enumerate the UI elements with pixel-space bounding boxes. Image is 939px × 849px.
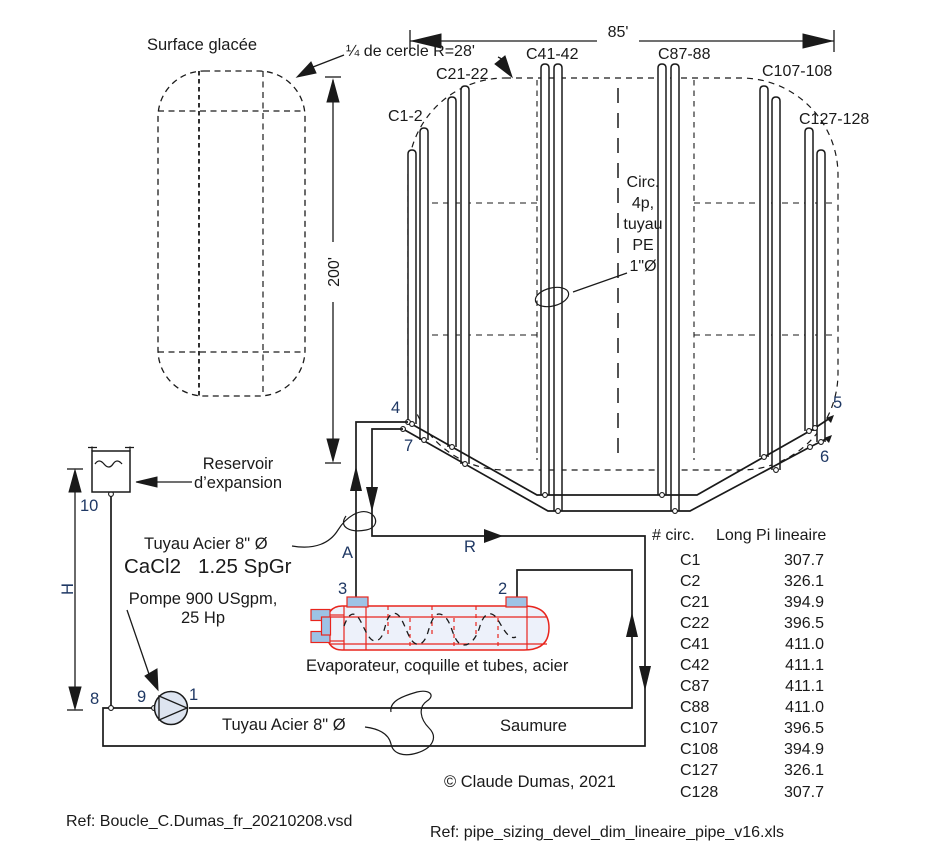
table-row bbox=[650, 698, 826, 719]
circ-note-line4: PE bbox=[632, 237, 654, 254]
table-row bbox=[650, 740, 826, 761]
table-row bbox=[650, 613, 826, 634]
node-label-4: 4 bbox=[391, 399, 401, 417]
copyright-text: © Claude Dumas, 2021 bbox=[444, 773, 616, 791]
circ-note-line1: Circ. bbox=[626, 174, 660, 191]
node-label-9: 9 bbox=[137, 688, 147, 706]
table-header-circuit: # circ. bbox=[652, 527, 695, 544]
node-label-r: R bbox=[464, 538, 476, 556]
node-label-10: 10 bbox=[80, 497, 99, 515]
table-row bbox=[650, 782, 826, 803]
circuit-length-table bbox=[650, 550, 826, 803]
circuit-table-rows bbox=[650, 550, 826, 803]
circuit-length: 396.5 bbox=[783, 614, 824, 632]
node-label-7: 7 bbox=[404, 437, 414, 455]
ref-vsd-text: Ref: Boucle_C.Dumas_fr_20210208.vsd bbox=[66, 813, 353, 830]
circuit-label-c107-108: C107-108 bbox=[762, 63, 833, 80]
evaporator bbox=[311, 597, 549, 650]
circuit-id: C21 bbox=[680, 593, 710, 611]
circuit-id: C128 bbox=[680, 783, 719, 801]
ref-xls-text: Ref: pipe_sizing_devel_dim_lineaire_pipe_v16.xls bbox=[430, 824, 784, 841]
pump-label-line1: Pompe 900 USgpm, bbox=[128, 590, 278, 608]
node-label-3: 3 bbox=[338, 580, 348, 598]
circuit-length: 307.7 bbox=[783, 783, 824, 801]
table-row bbox=[650, 550, 826, 571]
dim-h-label: H bbox=[59, 583, 77, 595]
table-row bbox=[650, 677, 826, 698]
circ-note-line5: 1"Ø bbox=[629, 258, 657, 275]
evaporator-label: Evaporateur, coquille et tubes, acier bbox=[306, 657, 569, 675]
circuit-length: 326.1 bbox=[783, 762, 824, 780]
reservoir-label-line1: Reservoir bbox=[202, 455, 274, 473]
circuit-id: C22 bbox=[680, 614, 710, 632]
ice-surface-label: Surface glacée bbox=[147, 36, 258, 54]
circuit-id: C2 bbox=[680, 572, 701, 590]
table-row bbox=[650, 655, 826, 676]
circuit-label-c127-128: C127-128 bbox=[799, 111, 870, 128]
circuit-length: 411.1 bbox=[785, 657, 824, 675]
circuit-length: 394.9 bbox=[783, 741, 824, 759]
quarter-circle-label: ¼ de cercle R=28' bbox=[346, 43, 475, 60]
circuit-label-c41-42: C41-42 bbox=[526, 46, 579, 63]
circuit-label-c87-88: C87-88 bbox=[658, 46, 711, 63]
circ-note-line3: tuyau bbox=[623, 216, 663, 233]
node-label-5: 5 bbox=[833, 394, 843, 412]
circuit-length: 411.0 bbox=[785, 699, 824, 717]
table-row bbox=[650, 761, 826, 782]
table-header-length: Long Pi lineaire bbox=[716, 527, 827, 544]
table-row bbox=[650, 571, 826, 592]
circuit-id: C107 bbox=[680, 720, 719, 738]
fluid-label: CaCl2 1.25 SpGr bbox=[124, 555, 292, 578]
circuit-length: 396.5 bbox=[783, 720, 824, 738]
node-label-2: 2 bbox=[498, 580, 508, 598]
circuit-length: 411.0 bbox=[785, 635, 824, 653]
circuit-label-c1-2: C1-2 bbox=[388, 108, 423, 125]
node-label-6: 6 bbox=[820, 448, 830, 466]
node-label-8: 8 bbox=[90, 690, 100, 708]
pump-icon bbox=[155, 692, 188, 725]
reservoir-leader bbox=[136, 477, 192, 487]
circuit-id: C41 bbox=[680, 635, 710, 653]
circuit-length: 307.7 bbox=[783, 551, 824, 569]
table-row bbox=[650, 634, 826, 655]
circuit-length: 326.1 bbox=[783, 572, 824, 590]
circuit-length: 411.1 bbox=[785, 678, 824, 696]
circuit-id: C87 bbox=[680, 678, 710, 696]
dim-200ft-label: 200' bbox=[326, 242, 344, 302]
ice-surface-outline bbox=[158, 71, 305, 396]
circuit-id: C88 bbox=[680, 699, 710, 717]
pump-label-line2: 25 Hp bbox=[180, 609, 226, 627]
steel-pipe-label-lower: Tuyau Acier 8" Ø bbox=[222, 716, 346, 734]
table-row bbox=[650, 592, 826, 613]
reservoir-label-line2: d’expansion bbox=[193, 474, 283, 492]
circuit-id: C108 bbox=[680, 741, 719, 759]
table-row bbox=[650, 719, 826, 740]
circ-note-line2: 4p, bbox=[631, 195, 655, 212]
expansion-tank bbox=[88, 447, 134, 493]
node-label-a: A bbox=[342, 544, 354, 562]
circuit-label-c21-22: C21-22 bbox=[436, 66, 489, 83]
steel-pipe-label-upper: Tuyau Acier 8" Ø bbox=[144, 535, 268, 553]
circuit-length: 394.9 bbox=[783, 593, 824, 611]
circuit-id: C42 bbox=[680, 657, 710, 675]
dim-85ft-label: 85' bbox=[597, 24, 639, 42]
circuit-id: C127 bbox=[680, 762, 719, 780]
node-label-1: 1 bbox=[189, 686, 199, 704]
circuit-tubes bbox=[408, 64, 825, 511]
brine-label: Saumure bbox=[500, 717, 567, 735]
circuit-id: C1 bbox=[680, 551, 701, 569]
